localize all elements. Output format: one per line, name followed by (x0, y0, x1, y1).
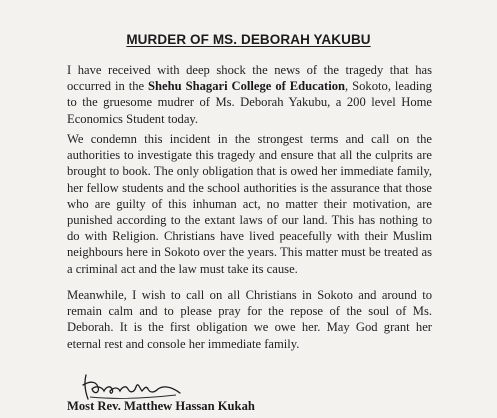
paragraph-1-text-a: I have received with deep shock the news of the tragedy that has occurred in the (67, 63, 432, 94)
paragraph-3: Meanwhile, I wish to call on all Christians in Sokoto and around to remain calm and to please pray for the repose of the soul of Ms. Deborah. It is the first obligation we owe her. May God grant her eternal rest and console her immediate family. (67, 288, 432, 351)
paragraph-1-text-b: , Sokoto, leading to the gruesome mudrer of Ms. Deborah Yakubu, a 200 level Home Economics Student today. (67, 79, 432, 126)
signatory-name: Most Rev. Matthew Hassan Kukah (67, 399, 255, 413)
college-name: Shehu Shagari College of Education (148, 79, 346, 94)
paragraph-2: We condemn this incident in the strongest terms and call on the authorities to investigate this tragedy and ensure that all the culprits are brought to book. The only obligation that is owed her immediate family, her fellow students and the school authorities is the assurance that those who are guilty of this inhuman act, no matter their motivation, are punished according to the extant laws of our land. This has nothing to do with Religion. Christians have lived peacefully with their Muslim neighbours here in Sokoto over the years. This matter must be treated as a criminal act and the law must take its cause. (67, 132, 432, 276)
document-title: MURDER OF MS. DEBORAH YAKUBU (126, 32, 371, 47)
paragraph-1 (67, 62, 432, 127)
handwritten-signature (80, 369, 190, 403)
